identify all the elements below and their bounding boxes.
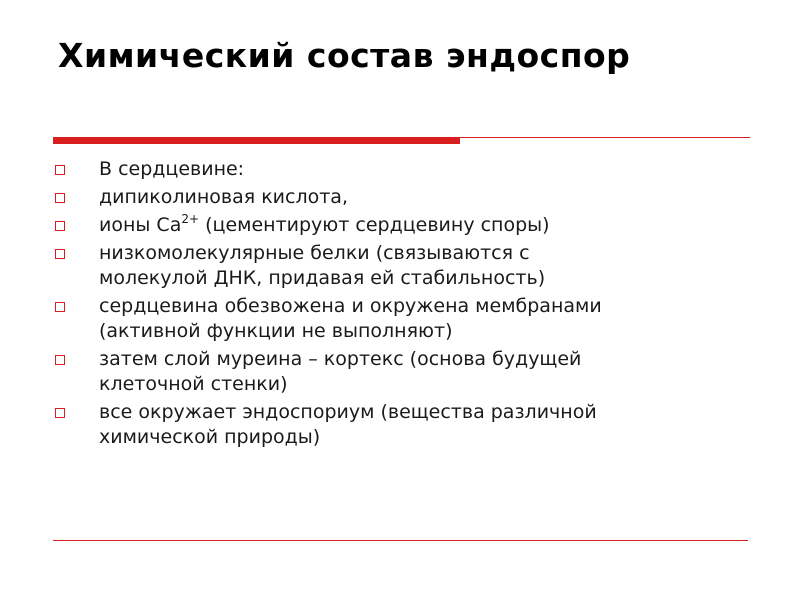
footer-rule [53,540,748,541]
title-underline-thick [53,137,460,144]
bullet-text-line-1: все окружает эндоспориум (вещества различной [99,401,597,423]
list-item [53,347,753,397]
square-bullet-icon [55,302,65,312]
bullet-text [99,213,753,238]
bullet-text-line-2: молекулой ДНК, придавая ей стабильность) [99,267,546,289]
list-item [53,157,753,182]
bullet-text-prefix: ионы Са [99,214,182,236]
square-bullet-icon [55,193,65,203]
square-bullet-icon [55,355,65,365]
bullet-list [53,157,753,453]
bullet-text-line-1: низкомолекулярные белки (связываются с [99,242,530,264]
bullet-text-line-2: клеточной стенки) [99,373,288,395]
list-item [53,185,753,210]
list-item [53,294,753,344]
bullet-text-suffix: (цементируют сердцевину споры) [199,214,550,236]
bullet-text-line-1: сердцевина обезвожена и окружена мембранами [99,295,602,317]
list-item [53,400,753,450]
slide-title: Химический состав эндоспор [58,36,631,75]
square-bullet-icon [55,249,65,259]
bullet-text-line-1: затем слой муреина – кортекс (основа будущей [99,348,582,370]
charge-superscript: 2+ [181,211,200,226]
list-item [53,213,753,238]
bullet-text-line-2: химической природы) [99,426,321,448]
bullet-text-line-2: (активной функции не выполняют) [99,320,453,342]
title-underline-thin [460,137,750,138]
bullet-text: дипиколиновая кислота, [99,186,348,208]
square-bullet-icon [55,165,65,175]
square-bullet-icon [55,408,65,418]
bullet-text: В сердцевине: [99,158,245,180]
list-item [53,241,753,291]
square-bullet-icon [55,221,65,231]
